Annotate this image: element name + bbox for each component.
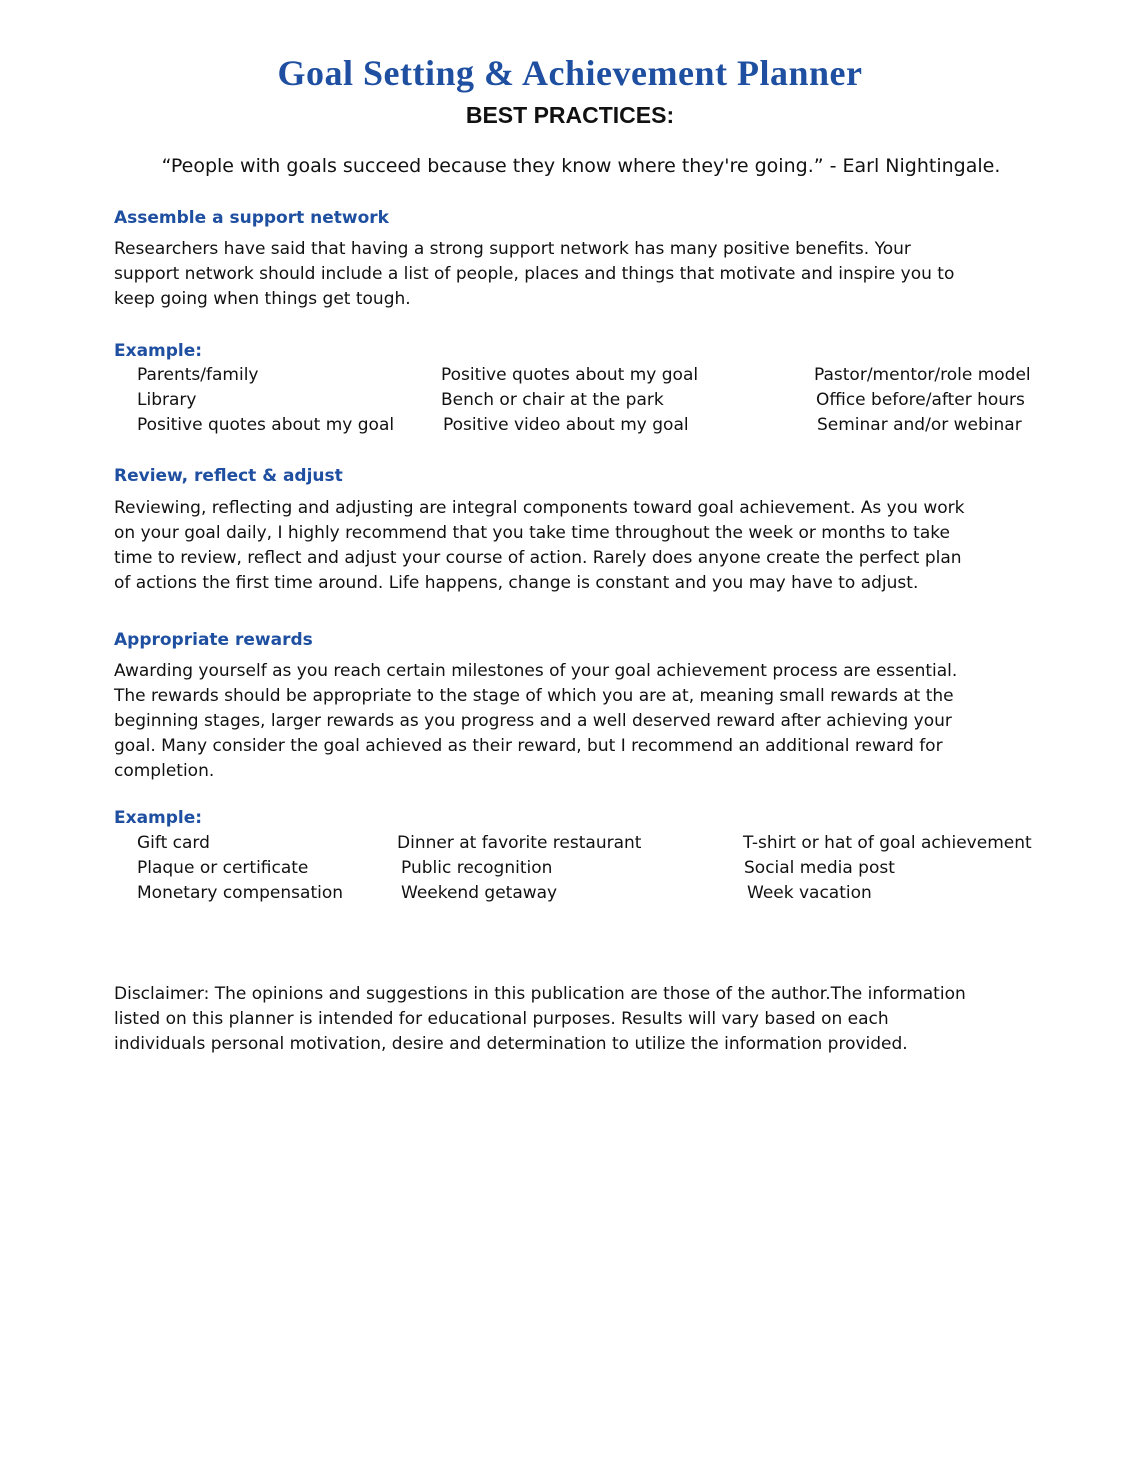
example-item: Plaque or certificate bbox=[137, 858, 309, 878]
example-item: Positive quotes about my goal bbox=[441, 365, 699, 385]
example-item: Pastor/mentor/role model bbox=[814, 365, 1031, 385]
support-example-label: Example: bbox=[114, 341, 203, 361]
paragraph-line: beginning stages, larger rewards as you progress and a well deserved reward after achieving your bbox=[114, 711, 952, 731]
page-title: Goal Setting & Achievement Planner bbox=[277, 53, 863, 93]
paragraph-line: keep going when things get tough. bbox=[114, 289, 411, 309]
rewards-example-label: Example: bbox=[114, 808, 203, 828]
example-item: Public recognition bbox=[401, 858, 553, 878]
paragraph-line: Awarding yourself as you reach certain milestones of your goal achievement process are essential. bbox=[114, 661, 958, 681]
example-item: Positive video about my goal bbox=[443, 415, 689, 435]
page-subtitle: BEST PRACTICES: bbox=[465, 102, 675, 128]
example-item: Gift card bbox=[137, 833, 210, 853]
example-item: Parents/family bbox=[137, 365, 259, 385]
example-item: Weekend getaway bbox=[401, 883, 558, 903]
example-item: Week vacation bbox=[747, 883, 872, 903]
disclaimer-line: individuals personal motivation, desire and determination to utilize the information provided. bbox=[114, 1034, 908, 1054]
support-network-heading: Assemble a support network bbox=[114, 208, 389, 228]
paragraph-line: The rewards should be appropriate to the stage of which you are at, meaning small rewards at the bbox=[114, 686, 954, 706]
example-item: Bench or chair at the park bbox=[441, 390, 664, 410]
paragraph-line: Reviewing, reflecting and adjusting are integral components toward goal achievement. As you work bbox=[114, 498, 965, 518]
example-item: Positive quotes about my goal bbox=[137, 415, 395, 435]
quote: “People with goals succeed because they know where they're going.” - Earl Nightingale. bbox=[161, 155, 1001, 177]
disclaimer bbox=[114, 982, 1014, 1057]
example-item: Social media post bbox=[744, 858, 895, 878]
disclaimer-line: Disclaimer: The opinions and suggestions in this publication are those of the author.The information bbox=[114, 984, 966, 1004]
paragraph-line: Researchers have said that having a strong support network has many positive benefits. Your bbox=[114, 239, 911, 259]
rewards-paragraph bbox=[114, 659, 1014, 784]
paragraph-line: goal. Many consider the goal achieved as their reward, but I recommend an additional reward for bbox=[114, 736, 943, 756]
review-paragraph bbox=[114, 496, 1014, 596]
paragraph-line: time to review, reflect and adjust your course of action. Rarely does anyone create the perfect plan bbox=[114, 548, 962, 568]
rewards-heading: Appropriate rewards bbox=[114, 630, 313, 650]
support-network-paragraph bbox=[114, 237, 1014, 312]
paragraph-line: completion. bbox=[114, 761, 215, 781]
example-item: T-shirt or hat of goal achievement bbox=[743, 833, 1032, 853]
example-item: Office before/after hours bbox=[816, 390, 1025, 410]
paragraph-line: of actions the first time around. Life happens, change is constant and you may have to adjust. bbox=[114, 573, 919, 593]
disclaimer-line: listed on this planner is intended for educational purposes. Results will vary based on each bbox=[114, 1009, 889, 1029]
example-item: Seminar and/or webinar bbox=[817, 415, 1022, 435]
example-item: Library bbox=[137, 390, 197, 410]
paragraph-line: support network should include a list of people, places and things that motivate and inspire you to bbox=[114, 264, 955, 284]
example-item: Monetary compensation bbox=[137, 883, 344, 903]
example-item: Dinner at favorite restaurant bbox=[397, 833, 642, 853]
paragraph-line: on your goal daily, I highly recommend that you take time throughout the week or months to take bbox=[114, 523, 950, 543]
review-heading: Review, reflect & adjust bbox=[114, 466, 343, 486]
